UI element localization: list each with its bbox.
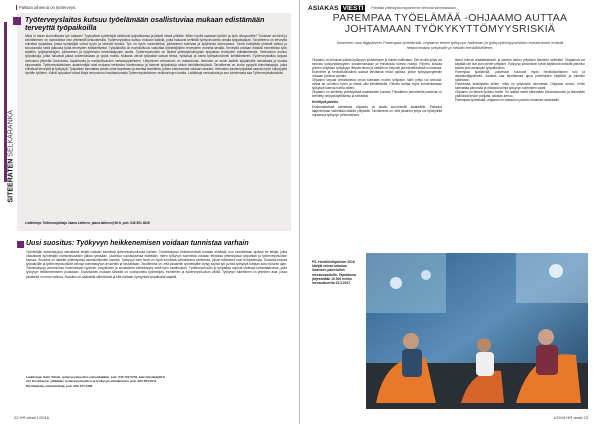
accent-bar [16, 5, 17, 10]
side-tab [0, 14, 14, 224]
article-1-body: Miksi ei tasan kuormittavaa työ vastaan? Tyytyväiset työntekijät valitsevat työpaikkansa ja jäävät niissä pitkään. Miten hyvää saadaan työhön ja työn ulkopuolelle? Tuloksen arviointi ja kehittäminen on mahdollista vain yhteisellä keskustelulla. Työterveyslaitos kutsuu mukaan kaikkia, jotka haluavat kehittää työhyvinvointia omalla työpaikallaan. Tavoitteena on terveyttä edistävä työpaikka, jossa työntekijät voivat hyvin ja tekevät tulosta. Työ on hyvin suunniteltua, johtaminen toimivaa ja työyhteisö kannustava. Tämä edellyttää yhteistä tahtoa ja sitoutumista sekä jatkuvaa työtä terveyden edistämiseksi. Työpaikoilla on mahdollisuus vaikuttaa työntekijöiden terveyteen monella tavalla. Terveyttä voidaan edistää esimerkiksi työn sisällön, työjärjestelyjen, johtamisen ja työyhteisön toimintatapojen avulla. Työterveyshuolto on tärkeä yhteistyökumppani työpaikan terveyden edistämisessä. Verkostoon kuuluu työpaikkoja, jotka haluavat jakaa kokemuksiaan ja oppia muilta. Mukana olevat työpaikat saavat tietoa, työkaluja ja tukea työhyvinvoinnin kehittämiseen. Työterveyslaitos tarjoaa verkoston jäsenille koulutusta, tapahtumia ja mahdollisuuden vertaisoppimiseen. Liittyminen verkostoon on maksutonta. Verkosto on avoin kaikille työpaikoille toimialasta ja koosta riippumatta. Työterveyslaitoksen asiantuntijat ovat mukana verkoston toiminnassa ja tukevat työpaikkoja niiden kehittämistyössä. Tavoitteena on luoda pysyviä toimintatapoja, jotka edistävät terveyttä ja työkykyä. Työpaikan kannattaa pohtia omia tarpeitaan ja asettaa tavoitteita, joiden toteutumista voidaan seurata. Verkoston kautta työpaikat saavat myös näkyvyyttä hyvälle työlleen. Kaikki työpaikat voivat liittyä verkostoon ilmoittautumalla Työterveyslaitoksen verkkosivujen kautta. Lisätietoja verkostosta ja sen toiminnasta saa Työterveyslaitokselta. [25, 34, 287, 75]
paragraph: Ohjaamo tarjoaa vertailutietoa oman toimialan muihin yrityksiin. Näin yritys voi arvioida, missä se onnistuu hyvin ja missä olisi kehitettävää. Palvelu auttaa myös kohdentamaan työkykyä tukevia toimia oikein. [312, 78, 442, 91]
paragraph: Parempaa työelämää -ohjaamo on maksuton palvelu Ilmarisen asiakkaille. [455, 98, 560, 103]
photo-illustration [366, 253, 588, 409]
text-column-1 [312, 58, 442, 258]
right-page [300, 0, 600, 424]
paragraph: Parempaa työelämää -palveluun kuuluvat myös henkilökohtainen tuki ja asiantuntijapalvelut. Asiakas saa tarvittaessa apua palveluiden käyttöön ja tulosten tulkintaan. [455, 70, 585, 83]
viesti-label: VIESTI [342, 4, 364, 12]
asiakas-label: ASIAKAS [308, 4, 339, 12]
paragraph: Palvelussa keskitytään siihen, mikä on yritykselle olennaista. Ohjaamo kertoo, mihin kannattaa panostaa ja millaisia toimia työkyvyn tukeminen vaatii. [455, 82, 585, 91]
article-2-body: Työntekijän toimintakykyä vaikuttavat tekijät voidaan tunnistaa työterveyshuollossa varhain. Toimintakyvyn heikkenemistä voidaan ehkäistä, kun tunnistetaan ajoissa ne tekijät, jotka vaikuttavat työntekijän mahdollisuuksiin jatkaa työssään. Uudessa suosituksessa esitetään, miten työkyvyn tukemista voidaan tehostaa yhteistyössä työpaikan ja työterveyshuollon kanssa. Suositus on laadittu yhteistyössä asiantuntijoiden kanssa. Työkyvyn tuen tarve on hyvä tunnistaa varhaisessa vaiheessa, jolloin tukitoimet ovat tehokkaimpia. Suositus tarjoaa työpaikoille ja työterveyshuolloille keinoja toimintakyvyn arviointiin ja seurantaan. Tavoitteena on, että jokaiselle työntekijälle löytyy sopiva työ ja että työkykyä tuetaan koko työuran ajan. Toimintakyvyn arvioinnissa huomioidaan fyysinen, psyykkinen ja sosiaalinen toimintakyky sekä työn vaatimukset. Työterveyshuolto ja työpaikka sopivat yhdessä toimintatavoista, joilla työkyvyn heikkenemiseen puututaan. Suosituksen mukaan tärkeää on vuoropuhelu työntekijän, esimiehen ja työterveyshuollon välillä. Työkyvyn tukeminen on yhteinen asia, jossa jokaisella on oma roolinsa. Suositus on saatavilla sähköisesti ja sitä voidaan hyödyntää työpaikoilla laajasti. [26, 250, 287, 279]
paragraph: Ensimmäisessä vaiheessa ohjaamo on avattu suurimmille asiakkaille. Palvelua laajennetaan vaiheittain kaikille yrityksille. Tavoitteena on, että jokainen yritys voi hyödyntää ohjaamoa työkyvyn johtamisessa. [312, 104, 442, 117]
article-2-contacts [26, 375, 165, 388]
contact-line: Lisätietoja: Katri Tiitola, työterveyshuollon erikoislääkäri, puh. 040 722 5740, katri.tiitola(at)ttl.fi [26, 375, 166, 379]
section-label: Palstan aiheena on työterveys. [14, 5, 76, 10]
paragraph: tiedot tulevat reaaliaikaisesti, ja palvelu kertoo yrityksen tilanteen selkeästi. Ohjaamoa voi käyttää niin isot kuin pienet yritykset. Työkyvyn johtamisen hyvät käytännöt leviävät palvelun kautta yhä useampiin työpaikkoihin. [455, 58, 585, 71]
accent-square [17, 241, 24, 248]
article-box-1 [17, 13, 291, 231]
fact-box: PS. Henkilöstöpäivien 2016 kävijät voivat tutustua Ilmarisen palveluihin messuosastolla. Tapahtuma järjestetään 10.000 neliön messualueella 23.3.2017. [312, 260, 356, 286]
header-note: Palstalla yhteistyökumppanimme kertovat toiminnastaan. [371, 6, 457, 10]
article-lead: Ilmarinen uusi digipalvelu Parempaa työelämää -ohjaamo tekee työkyvyn hallinnan ja työkyvyttömyysriskien ennakoinnin entistä helpommaksi yrityksille ja heidän henkilöstölleen. [336, 40, 564, 51]
contact-line: Pia Rauhala, erikoistutkija, puh. 030 474 2456 [26, 383, 93, 388]
page-number-right: 1/2016 HR viesti 23 [553, 415, 588, 420]
article-1-contact: Lisätietoja: Tutkimusjohtaja Jaana Laitinen, jaana.laitinen@ttl.fi, puh. 046 851 4826 [25, 221, 150, 225]
article-photo [366, 253, 588, 409]
article-title: PAREMPAA TYÖELÄMÄÄ -OHJAAMO AUTTAA JOHTAMAAN TYÖKYKYTTÖMYYSRISKIÄ [332, 12, 568, 35]
page-number-left: 22 HR viesti 1/2016 [14, 415, 49, 420]
contact-line: Airi Koskiniemi, ylilääkäri, työterveyshuollon ja työkyvyn edistäminen, puh. 030 564 2511 [26, 379, 157, 384]
paragraph: Ohjaamo on kehitetty yhteistyössä asiakkaiden kanssa. Palautteen perusteella palvelua on kehitetty helppokäyttöiseksi ja selkeäksi. [312, 90, 442, 99]
accent-square [13, 17, 21, 25]
side-tab-text: SITEERATEN SELKÄRANKA [7, 110, 15, 203]
paragraph: Ohjaamo on tärkeä työkalu meille. Se auttaa meitä näkemään kokonaisuuden ja tekemään päätöksiä tiedon pohjalta, asiakas kertoo. [455, 90, 585, 99]
article-box-2 [14, 238, 291, 410]
article-2-heading: Uusi suositus: Työkyvyn heikkenemisen voidaan tunnistaa varhain [26, 240, 249, 247]
article-1-heading: Työterveyslaitos kutsuu työelämään osallistuviaa mukaan edistämään terveyttä työpaikoilla [25, 15, 265, 32]
paragraph: Ohjaamo on tehokas työkalu työkyvyn johtamiseen ja riskien hallintaan. Sen avulla yritys voi seurata työkyvyttömyyden kustannuksiaan ja ennakoida tulevia riskejä. Palvelu kokoaa yhteen yrityksen työkykyyn liittyvät tiedot ja esittää ne helposti ymmärrettävässä muodossa. Esimiehet ja henkilöstöhallinto saavat tarvittavat tiedot ajoissa, jolloin työkykyongelmiin voidaan puuttua varhain. [312, 58, 442, 79]
subheading: Kehittyvä palvelu [312, 100, 339, 105]
text-column-2 [455, 58, 585, 243]
